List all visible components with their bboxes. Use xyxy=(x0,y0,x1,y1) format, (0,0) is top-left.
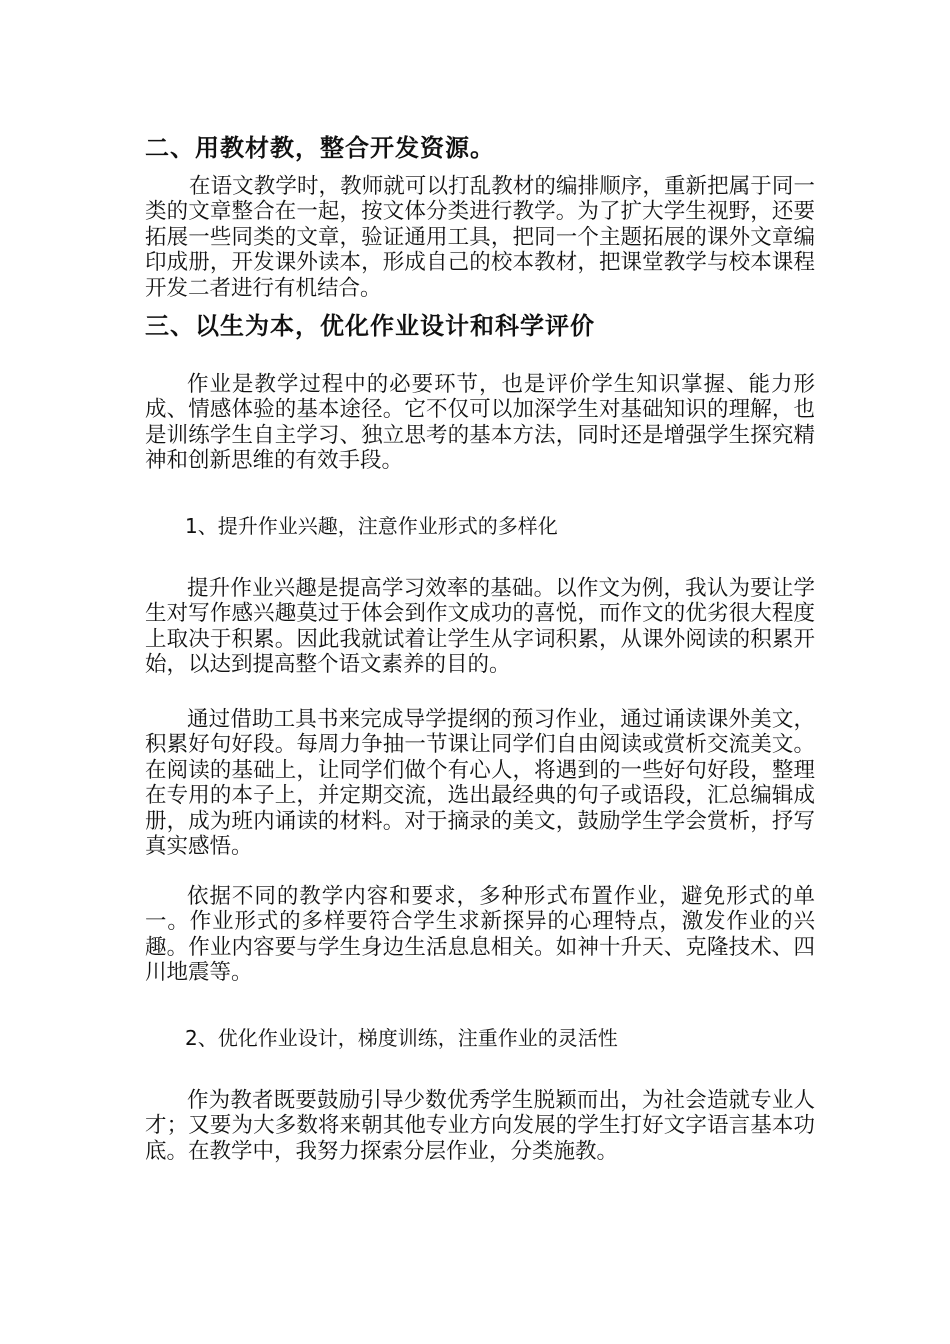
subheading-2: 2、优化作业设计，梯度训练，注重作业的灵活性 xyxy=(185,1026,618,1050)
paragraph-5: 依据不同的教学内容和要求，多种形式布置作业，避免形式的单一。作业形式的多样要符合学生求新探异的心理特点，激发作业的兴趣。作业内容要与学生身边生活息息相关。如神十升天、克隆技术、四川地震等。 xyxy=(145,884,815,986)
section-heading-3: 三、以生为本，优化作业设计和科学评价 xyxy=(145,312,595,340)
paragraph-3: 提升作业兴趣是提高学习效率的基础。以作文为例，我认为要让学生对写作感兴趣莫过于体会到作文成功的喜悦，而作文的优劣很大程度上取决于积累。因此我就试着让学生从字词积累，从课外阅读的积累开始，以达到提高整个语文素养的目的。 xyxy=(145,576,815,678)
paragraph-1: 在语文教学时，教师就可以打乱教材的编排顺序，重新把属于同一类的文章整合在一起，按文体分类进行教学。为了扩大学生视野，还要拓展一些同类的文章，验证通用工具，把同一个主题拓展的课外文章编印成册，开发课外读本，形成自己的校本教材，把课堂教学与校本课程开发二者进行有机结合。 xyxy=(145,174,815,301)
subheading-1: 1、提升作业兴趣，注意作业形式的多样化 xyxy=(185,514,558,538)
section-heading-2: 二、用教材教，整合开发资源。 xyxy=(145,134,495,162)
paragraph-6: 作为教者既要鼓励引导少数优秀学生脱颖而出，为社会造就专业人才；又要为大多数将来朝其他专业方向发展的学生打好文字语言基本功底。在教学中，我努力探索分层作业，分类施教。 xyxy=(145,1088,815,1164)
paragraph-2: 作业是教学过程中的必要环节，也是评价学生知识掌握、能力形成、情感体验的基本途径。它不仅可以加深学生对基础知识的理解，也是训练学生自主学习、独立思考的基本方法，同时还是增强学生探究精神和创新思维的有效手段。 xyxy=(145,372,815,474)
paragraph-4: 通过借助工具书来完成导学提纲的预习作业，通过诵读课外美文，积累好句好段。每周力争抽一节课让同学们自由阅读或赏析交流美文。在阅读的基础上，让同学们做个有心人，将遇到的一些好句好段，整理在专用的本子上，并定期交流，选出最经典的句子或语段，汇总编辑成册，成为班内诵读的材料。对于摘录的美文，鼓励学生学会赏析，抒写真实感悟。 xyxy=(145,707,815,860)
